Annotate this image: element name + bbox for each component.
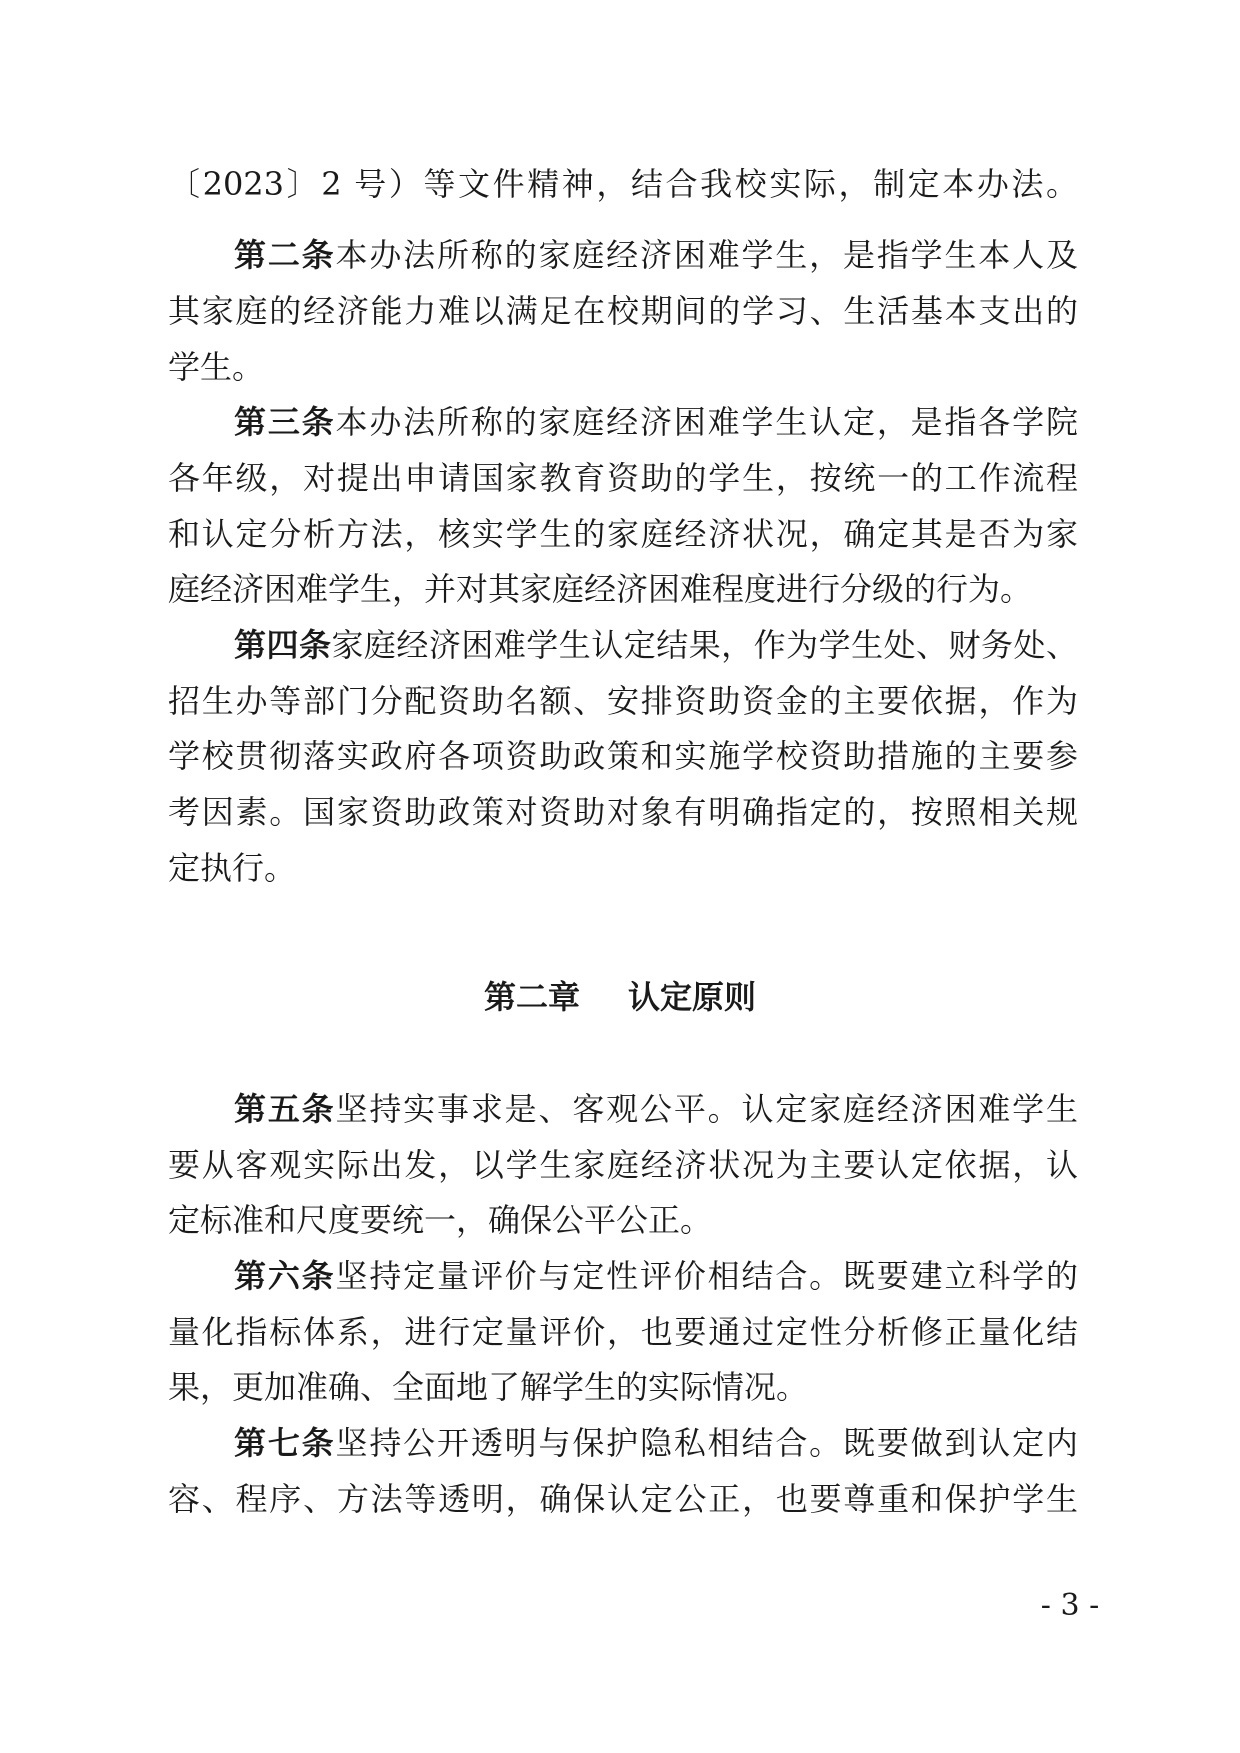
article-3-label: 第三条 [234, 403, 336, 441]
article-6-label: 第六条 [234, 1257, 336, 1295]
intro-tail-line: 〔2023〕2 号）等文件精神，结合我校实际，制定本办法。 [168, 165, 1078, 203]
article-4-label: 第四条 [234, 626, 332, 664]
article-2-label: 第二条 [234, 236, 336, 274]
article-4-line-2: 招生办等部门分配资助名额、安排资助资金的主要依据，作为 [168, 682, 1078, 720]
article-5-text-1: 坚持实事求是、客观公平。认定家庭经济困难学生 [335, 1090, 1078, 1128]
article-3-line-4: 庭经济困难学生，并对其家庭经济困难程度进行分级的行为。 [168, 570, 1033, 608]
article-5-line-1 [234, 1089, 1078, 1129]
article-6-text-1: 坚持定量评价与定性评价相结合。既要建立科学的 [335, 1257, 1078, 1295]
article-7-line-1 [234, 1423, 1078, 1463]
article-7-label: 第七条 [234, 1424, 336, 1462]
article-3-text-1: 本办法所称的家庭经济困难学生认定，是指各学院 [335, 403, 1078, 441]
article-4-line-4: 考因素。国家资助政策对资助对象有明确指定的，按照相关规 [168, 793, 1078, 831]
chapter-number: 第二章 [483, 978, 580, 1016]
article-4-line-3: 学校贯彻落实政府各项资助政策和实施学校资助措施的主要参 [168, 737, 1078, 775]
article-6-line-2: 量化指标体系，进行定量评价，也要通过定性分析修正量化结 [168, 1313, 1078, 1351]
article-6-line-3: 果，更加准确、全面地了解学生的实际情况。 [168, 1368, 809, 1406]
article-2-text-1: 本办法所称的家庭经济困难学生，是指学生本人及 [335, 236, 1078, 274]
article-6-line-1 [234, 1256, 1078, 1296]
article-4-line-1 [234, 625, 1078, 665]
article-5-label: 第五条 [234, 1090, 336, 1128]
article-7-line-2: 容、程序、方法等透明，确保认定公正，也要尊重和保护学生 [168, 1480, 1078, 1518]
article-2-line-2: 其家庭的经济能力难以满足在校期间的学习、生活基本支出的 [168, 292, 1078, 330]
chapter-name: 认定原则 [628, 978, 757, 1016]
chapter-heading [0, 977, 1240, 1017]
article-2-line-1 [234, 235, 1078, 275]
page-number: - 3 - [1040, 1588, 1100, 1623]
article-7-text-1: 坚持公开透明与保护隐私相结合。既要做到认定内 [335, 1424, 1078, 1462]
article-5-line-2: 要从客观实际出发，以学生家庭经济状况为主要认定依据，认 [168, 1146, 1078, 1184]
article-4-line-5: 定执行。 [168, 849, 297, 887]
article-3-line-1 [234, 402, 1078, 442]
article-5-line-3: 定标准和尺度要统一，确保公平公正。 [168, 1201, 713, 1239]
article-2-line-3: 学生。 [168, 348, 265, 386]
article-4-text-1: 家庭经济困难学生认定结果，作为学生处、财务处、 [331, 626, 1078, 664]
article-3-line-2: 各年级，对提出申请国家教育资助的学生，按统一的工作流程 [168, 459, 1078, 497]
article-3-line-3: 和认定分析方法，核实学生的家庭经济状况，确定其是否为家 [168, 515, 1078, 553]
